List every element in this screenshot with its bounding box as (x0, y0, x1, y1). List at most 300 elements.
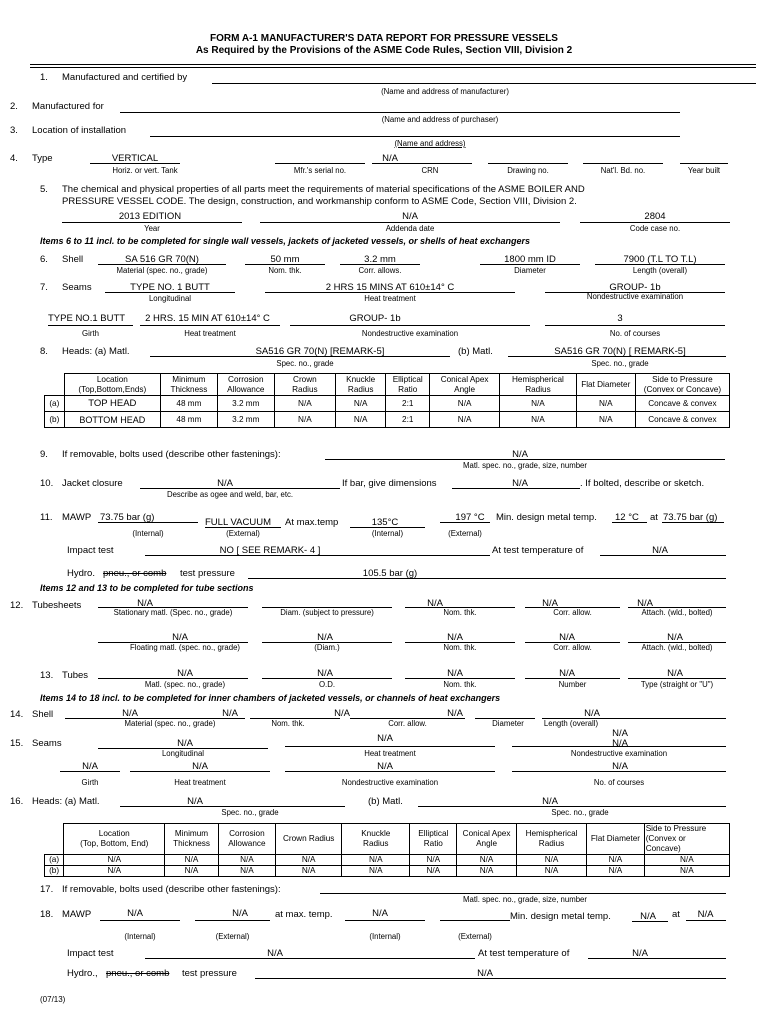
tubes-val: N/A (559, 668, 575, 679)
caption-18-internal: (Internal) (124, 932, 156, 941)
shell-14-val: N/A (222, 708, 238, 719)
test-pressure-18-label: test pressure (182, 968, 237, 979)
caption-float-corr: Corr. allow. (553, 643, 592, 652)
tubes-val: N/A (447, 668, 463, 679)
col-min-thickness: Minimum Thickness (165, 824, 218, 855)
col-location: Location (Top, Bottom, End) (64, 824, 165, 855)
heads-16-a-label: Heads: (a) Matl. (32, 796, 100, 807)
pneu-comb-18-struck: pneu., or comb (106, 968, 170, 979)
mawp-internal-field[interactable] (98, 522, 198, 523)
test-temp-18-value: N/A (632, 948, 648, 959)
col-corrosion: Corrosion Allowance (218, 824, 276, 855)
caption-mawp-internal: (Internal) (132, 529, 164, 538)
row-tag: (b) (45, 866, 64, 877)
mdmt-value: 12 °C (615, 512, 639, 523)
item-6-label: Shell (62, 254, 84, 265)
caption-temp-external: (External) (448, 529, 482, 538)
bolted-sketch-label: . If bolted, describe or sketch. (580, 478, 705, 489)
seams-15-label: Seams (32, 738, 62, 749)
table-cell[interactable]: N/A (430, 396, 500, 412)
item-11-number: 11. (40, 512, 53, 523)
tubes-type-field[interactable] (628, 678, 726, 679)
caption-horiz-vert: Horiz. or vert. Tank (112, 166, 178, 175)
heads-16-a-field[interactable] (120, 806, 345, 807)
item-16-number: 16. (10, 796, 24, 807)
caption-mawp-external: (External) (226, 529, 260, 538)
table-cell[interactable]: N/A (342, 866, 410, 877)
table-cell[interactable]: N/A (576, 412, 635, 428)
tubes-od-field[interactable] (262, 678, 392, 679)
table-cell[interactable]: N/A (64, 866, 165, 877)
header-rule-top (30, 64, 756, 65)
item-3-caption: (Name and address) (394, 139, 466, 148)
girth-nde-value: GROUP- 1b (349, 313, 401, 324)
col-hemispherical: Hemispherical Radius (500, 374, 577, 396)
code-case-value: 2804 (644, 211, 666, 222)
tubesheet-r1-val: N/A (137, 598, 153, 609)
mawp-18-internal-value: N/A (127, 908, 143, 919)
natl-bd-field[interactable] (583, 163, 663, 164)
col-elliptical-ratio: Elliptical Ratio (386, 374, 430, 396)
item-17-label: If removable, bolts used (describe other fastenings): (62, 884, 281, 895)
seam-ht-value: 2 HRS 15 MINS AT 610±14° C (325, 282, 455, 293)
long-seam-field[interactable] (105, 292, 235, 293)
col-knuckle-radius: Knuckle Radius (342, 824, 410, 855)
test-pressure-18-field[interactable] (255, 978, 726, 979)
item-17-number: 17. (40, 884, 54, 895)
table-cell[interactable]: N/A (457, 855, 517, 866)
temp-external-value: 197 °C (455, 512, 485, 523)
bar-dimensions-field[interactable] (452, 488, 580, 489)
at-max-temp-label: At max.temp (285, 517, 339, 528)
caption-15-courses: No. of courses (593, 778, 645, 787)
item-6-number: 6. (40, 254, 48, 265)
tubes-val: N/A (177, 668, 193, 679)
caption-18-internal-temp: (Internal) (369, 932, 401, 941)
note-items-14-18: Items 14 to 18 incl. to be completed for inner chambers of jacketed vessels, or channels of heat exchangers (40, 693, 501, 703)
mdmt-18-value: N/A (640, 911, 656, 922)
tubesheet-r2-val: N/A (447, 632, 463, 643)
jacket-closure-field[interactable] (140, 488, 340, 489)
col-side-to-pressure: Side to Pressure (Convex or Concave) (635, 374, 729, 396)
table-cell[interactable]: N/A (274, 396, 335, 412)
shell-corr-value: 3.2 mm (364, 254, 396, 265)
table-cell[interactable]: N/A (165, 855, 218, 866)
item-8-number: 8. (40, 346, 48, 357)
tubesheet-r2-val: N/A (317, 632, 333, 643)
caption-temp-internal: (Internal) (371, 529, 404, 538)
girth-15-ht-field[interactable] (130, 771, 270, 772)
mdmt-label: Min. design metal temp. (496, 512, 597, 523)
table-cell[interactable]: N/A (576, 396, 635, 412)
hydro-label: Hydro. (67, 568, 95, 579)
caption-14-length: Length (overall) (543, 719, 599, 728)
table-row (45, 855, 730, 866)
caption-attach: Attach. (wld., bolted) (641, 608, 713, 617)
heads-16-a-value: N/A (187, 796, 203, 807)
impact-test-value: NO [ SEE REMARK- 4 ] (219, 545, 321, 556)
impact-18-value: N/A (267, 948, 283, 959)
girth-nde-field[interactable] (290, 325, 530, 326)
addenda-value: N/A (402, 211, 418, 222)
table-cell[interactable]: N/A (587, 855, 645, 866)
shell-matl-value: SA 516 GR 70(N) (125, 254, 199, 265)
seams-15-nde-value: N/A (612, 738, 628, 749)
tubesheet-r1-val: N/A (427, 598, 443, 609)
mdmt-18-field[interactable] (632, 921, 668, 922)
seam-ht-field[interactable] (265, 292, 515, 293)
mawp-label: MAWP (62, 512, 92, 523)
bolts-caption: Matl. spec. no., grade, size, number (463, 461, 587, 470)
table-cell[interactable]: N/A (342, 855, 410, 866)
seams-15-long-value: N/A (177, 738, 193, 749)
table-cell[interactable]: BOTTOM HEAD (64, 412, 160, 428)
col-conical-apex: Conical Apex Angle (430, 374, 500, 396)
table-cell[interactable]: N/A (410, 855, 457, 866)
item-10-label: Jacket closure (62, 478, 123, 489)
shell-length-field[interactable] (595, 264, 725, 265)
table-cell[interactable]: 2:1 (386, 396, 430, 412)
heads-b-matl-value: SA516 GR 70(N) [ REMARK-5] (554, 346, 686, 357)
header-rule-bottom (30, 67, 756, 68)
table-cell[interactable]: Concave & convex (635, 412, 729, 428)
girth-15-field[interactable] (60, 771, 120, 772)
caption-14-matl: Material (spec. no., grade) (124, 719, 216, 728)
shell-14-val: N/A (447, 708, 463, 719)
caption-tubes-thk: Nom. thk. (443, 680, 477, 689)
item-2-label: Manufactured for (32, 101, 104, 112)
table-cell[interactable]: N/A (336, 412, 386, 428)
form-revision: (07/13) (40, 995, 66, 1004)
table-cell[interactable]: N/A (500, 396, 577, 412)
table-cell[interactable]: 48 mm (160, 396, 217, 412)
mdmt-18-pressure-value: N/A (697, 909, 714, 920)
table-cell[interactable]: N/A (165, 866, 218, 877)
col-corrosion: Corrosion Allowance (217, 374, 274, 396)
tubes-label: Tubes (62, 670, 89, 681)
table-cell[interactable]: N/A (430, 412, 500, 428)
mawp-18-external-value: N/A (232, 908, 248, 919)
manufacturer-field[interactable] (212, 83, 756, 84)
caption-floating: Floating matl. (spec. no., grade) (129, 643, 241, 652)
crn-value: N/A (382, 153, 398, 164)
test-temp-value: N/A (652, 545, 668, 556)
code-year-field[interactable] (62, 222, 242, 223)
mawp-18-label: MAWP (62, 909, 92, 920)
mawp-18-internal-field[interactable] (100, 920, 180, 921)
impact-18-field[interactable] (145, 958, 475, 959)
heads-a-caption: Spec. no., grade (276, 359, 334, 368)
col-side-to-pressure: Side to Pressure (Convex or Concave) (644, 824, 729, 855)
test-temp-18-field[interactable] (588, 958, 726, 959)
item-2-number: 2. (10, 101, 18, 112)
caption-shell-matl: Material (spec. no., grade) (116, 266, 208, 275)
table-cell[interactable]: N/A (457, 866, 517, 877)
test-pressure-field[interactable] (248, 578, 726, 579)
heads-16-b-field[interactable] (418, 806, 726, 807)
item-10-number: 10. (40, 478, 54, 489)
girth-ht-field[interactable] (140, 325, 280, 326)
item-13-number: 13. (40, 670, 54, 681)
tubes-matl-field[interactable] (98, 678, 248, 679)
tubesheet-r1-val: N/A (542, 598, 558, 609)
caption-14-dia: Diameter (492, 719, 524, 728)
pneu-comb-struck: pneu., or comb (103, 568, 167, 579)
jacket-closure-caption: Describe as ogee and weld, bar, etc. (166, 490, 294, 499)
girth-15-nde-field[interactable] (285, 771, 495, 772)
caption-corr-allow: Corr. allow. (553, 608, 592, 617)
caption-nde: Nondestructive examination (586, 292, 684, 301)
caption-14-thk: Nom. thk. (271, 719, 305, 728)
caption-stationary: Stationary matl. (Spec. no., grade) (113, 608, 233, 617)
item-5-text-2: PRESSURE VESSEL CODE. The design, construction, and workmanship conform to ASME Code, Section VIII, Division 2. (62, 196, 577, 207)
table-cell[interactable]: 2:1 (386, 412, 430, 428)
table-cell[interactable]: N/A (516, 866, 586, 877)
caption-shell-dia: Diameter (514, 266, 546, 275)
purchaser-field[interactable] (120, 112, 680, 113)
caption-serial: Mfr.'s serial no. (293, 166, 347, 175)
impact-18-label: Impact test (67, 948, 114, 959)
test-pressure-label: test pressure (180, 568, 235, 579)
note-items-12-13: Items 12 and 13 to be completed for tube sections (40, 583, 254, 593)
item-7-number: 7. (40, 282, 48, 293)
col-knuckle-radius: Knuckle Radius (336, 374, 386, 396)
mawp-internal-value: 73.75 bar (g) (100, 512, 155, 523)
temp-18-internal-value: N/A (372, 908, 388, 919)
mdmt-18-at: at (672, 909, 680, 920)
girth-seam-value: TYPE NO.1 BUTT (48, 313, 126, 324)
caption-year-built: Year built (687, 166, 721, 175)
shell-14-label: Shell (32, 709, 54, 720)
row-tag: (a) (45, 855, 64, 866)
table-row (45, 412, 730, 428)
bolts-17-caption: Matl. spec. no., grade, size, number (463, 895, 587, 904)
caption-float-diam: (Diam.) (314, 643, 340, 652)
shell-corr-field[interactable] (340, 264, 420, 265)
caption-15-girth-ht: Heat treatment (174, 778, 226, 787)
heads-a-label: Heads: (a) Matl. (62, 346, 130, 357)
shell-thk-value: 50 mm (270, 254, 300, 265)
table-cell[interactable]: N/A (410, 866, 457, 877)
caption-15-girth: Girth (81, 778, 99, 787)
mdmt-18-label: Min. design metal temp. (510, 911, 611, 922)
mdmt-pressure-field[interactable] (662, 522, 724, 523)
year-built-field[interactable] (680, 163, 728, 164)
heads-a-matl-field[interactable] (150, 356, 450, 357)
code-year-value: 2013 EDITION (118, 211, 182, 222)
caption-longitudinal: Longitudinal (148, 294, 192, 303)
note-items-6-11: Items 6 to 11 incl. to be completed for single wall vessels, jackets of jacketed vessels, or shells of heat exchangers (40, 236, 531, 246)
shell-dia-field[interactable] (480, 264, 580, 265)
table-cell[interactable]: N/A (64, 855, 165, 866)
mdmt-at: at (650, 512, 658, 523)
caption-15-long: Longitudinal (161, 749, 205, 758)
shell-matl-field[interactable] (98, 264, 226, 265)
table-cell[interactable]: N/A (276, 855, 342, 866)
test-temp-18-label: At test temperature of (478, 948, 570, 959)
table-cell[interactable]: N/A (218, 855, 276, 866)
impact-test-label: Impact test (67, 545, 114, 556)
courses-value: 3 (617, 313, 623, 324)
item-1-caption: (Name and address of manufacturer) (381, 87, 509, 96)
shell-14-val: N/A (584, 708, 600, 719)
caption-14-corr: Corr. allow. (388, 719, 427, 728)
col-hemispherical: Hemispherical Radius (516, 824, 586, 855)
at-max-temp-18: at max. temp. (275, 909, 333, 920)
code-case-field[interactable] (580, 222, 730, 223)
caption-drawing: Drawing no. (507, 166, 549, 175)
caption-girth-nde: Nondestructive examination (361, 329, 459, 338)
caption-nom-thk: Nom. thk. (443, 608, 477, 617)
table-cell[interactable]: TOP HEAD (64, 396, 160, 412)
courses-15-field[interactable] (512, 771, 726, 772)
caption-shell-thk: Nom. thk. (268, 266, 302, 275)
temp-18-external-field[interactable] (440, 920, 510, 921)
mdmt-18-pressure-field[interactable] (686, 920, 726, 921)
mawp-external-field[interactable] (205, 527, 281, 528)
table-cell[interactable]: N/A (587, 866, 645, 877)
girth-15-ht-value: N/A (192, 761, 208, 772)
caption-tubes-od: O.D. (318, 680, 336, 689)
table-cell[interactable]: N/A (218, 866, 276, 877)
heads-16-b-label: (b) Matl. (368, 796, 403, 807)
heads-b-matl-field[interactable] (508, 356, 726, 357)
col-crown-radius: Crown Radius (274, 374, 335, 396)
mdmt-field[interactable] (612, 522, 647, 523)
table-cell[interactable]: N/A (644, 866, 729, 877)
tubesheet-r1-val: N/A (637, 598, 653, 609)
table-cell[interactable]: 3.2 mm (217, 396, 274, 412)
table-row (45, 866, 730, 877)
bolts-field[interactable] (325, 459, 725, 460)
item-14-number: 14. (10, 709, 24, 720)
shell-dia-value: 1800 mm ID (504, 254, 556, 265)
col-elliptical-ratio: Elliptical Ratio (410, 824, 457, 855)
caption-addenda: Addenda date (385, 224, 435, 233)
table-cell[interactable]: N/A (500, 412, 577, 428)
temp-internal-field[interactable] (350, 527, 425, 528)
tubes-val: N/A (667, 668, 683, 679)
item-4-number: 4. (10, 153, 18, 164)
caption-crn: CRN (421, 166, 439, 175)
item-5-text-1: The chemical and physical properties of all parts meet the requirements of material specifications of the ASME BOILER AND (62, 184, 585, 195)
caption-15-girth-nde: Nondestructive examination (341, 778, 439, 787)
form-subtitle: As Required by the Provisions of the ASME Code Rules, Section VIII, Division 2 (195, 45, 573, 56)
girth-ht-value: 2 HRS. 15 MIN AT 610±14° C (145, 313, 270, 324)
table-cell[interactable]: N/A (276, 866, 342, 877)
table-cell[interactable]: N/A (644, 855, 729, 866)
caption-18-external: (External) (215, 932, 250, 941)
caption-tubes-number: Number (558, 680, 587, 689)
test-temp-field[interactable] (600, 555, 726, 556)
seams-15-nde-field[interactable] (512, 746, 726, 747)
table-cell[interactable]: 3.2 mm (217, 412, 274, 428)
form-title: FORM A-1 MANUFACTURER'S DATA REPORT FOR PRESSURE VESSELS (210, 33, 558, 44)
crn-field[interactable] (372, 163, 472, 164)
temp-external-field[interactable] (440, 522, 490, 523)
mdmt-pressure-value: 73.75 bar (g) (663, 512, 718, 523)
heads-b-caption: Spec. no., grade (591, 359, 649, 368)
shell-thk-field[interactable] (245, 264, 325, 265)
vessel-type-field[interactable] (90, 163, 180, 164)
item-9-label: If removable, bolts used (describe other fastenings): (62, 449, 281, 460)
seams-15-ht-field[interactable] (285, 746, 495, 747)
table-cell[interactable]: N/A (336, 396, 386, 412)
item-3-label: Location of installation (32, 125, 127, 136)
heads-b-label: (b) Matl. (458, 346, 493, 357)
heads-table-8 (44, 373, 730, 428)
table-cell[interactable]: Concave & convex (635, 396, 729, 412)
long-seam-value: TYPE NO. 1 BUTT (130, 282, 210, 293)
table-row (45, 396, 730, 412)
serial-field[interactable] (275, 163, 365, 164)
bolts-value: N/A (512, 449, 528, 460)
item-15-number: 15. (10, 738, 24, 749)
caption-shell-length: Length (overall) (632, 266, 688, 275)
item-9-number: 9. (40, 449, 48, 460)
row-tag: (a) (45, 396, 65, 412)
shell-14-val: N/A (122, 708, 138, 719)
caption-15-nde: Nondestructive examination (570, 749, 668, 758)
mawp-18-external-field[interactable] (195, 920, 270, 921)
test-temp-label: At test temperature of (492, 545, 584, 556)
col-min-thickness: Minimum Thickness (160, 374, 217, 396)
table-cell[interactable]: N/A (516, 855, 586, 866)
caption-15-ht: Heat treatment (364, 749, 416, 758)
vessel-type-value: VERTICAL (111, 153, 159, 164)
shell-length-value: 7900 (T.L TO T.L) (623, 254, 697, 265)
impact-test-field[interactable] (145, 555, 490, 556)
heads-a-matl-value: SA516 GR 70(N) [REMARK-5] (255, 346, 385, 357)
temp-18-internal-field[interactable] (345, 920, 425, 921)
courses-15-value: N/A (612, 761, 628, 772)
courses-field[interactable] (545, 325, 725, 326)
girth-seam-field[interactable] (48, 325, 133, 326)
seams-15-ht-value: N/A (377, 733, 393, 744)
caption-heat-treatment: Heat treatment (364, 294, 416, 303)
item-18-number: 18. (40, 909, 54, 920)
tubesheet-r2-val: N/A (559, 632, 575, 643)
caption-girth: Girth (82, 329, 99, 338)
col-flat-diameter: Flat Diameter (576, 374, 635, 396)
girth-15-value: N/A (82, 761, 98, 772)
item-12-number: 12. (10, 600, 24, 611)
bolts-17-field[interactable] (320, 893, 726, 894)
caption-float-thk: Nom. thk. (443, 643, 477, 652)
caption-float-attach: Attach. (wld., bolted) (641, 643, 713, 652)
tubes-thk-field[interactable] (405, 678, 515, 679)
item-2-caption: (Name and address of purchaser) (381, 115, 499, 124)
table-cell[interactable]: N/A (274, 412, 335, 428)
jacket-closure-value: N/A (217, 478, 233, 489)
bar-dimensions-value: N/A (512, 478, 528, 489)
addenda-field[interactable] (260, 222, 560, 223)
installation-field[interactable] (150, 136, 680, 137)
heads-16-b-value: N/A (542, 796, 558, 807)
item-1-number: 1. (40, 72, 48, 83)
tubes-number-field[interactable] (525, 678, 620, 679)
tubesheet-r2-val: N/A (172, 632, 188, 643)
mawp-external-value: FULL VACUUM (205, 517, 271, 528)
tubes-val: N/A (317, 668, 333, 679)
drawing-field[interactable] (488, 163, 568, 164)
caption-girth-ht: Heat treatment (184, 329, 236, 338)
table-cell[interactable]: 48 mm (160, 412, 217, 428)
caption-tubes-matl: Matl. (spec. no., grade) (144, 680, 226, 689)
caption-natl-bd: Nat'l. Bd. no. (600, 166, 646, 175)
caption-shell-corr: Corr. allows. (358, 266, 402, 275)
tubesheets-label: Tubesheets (32, 600, 82, 611)
